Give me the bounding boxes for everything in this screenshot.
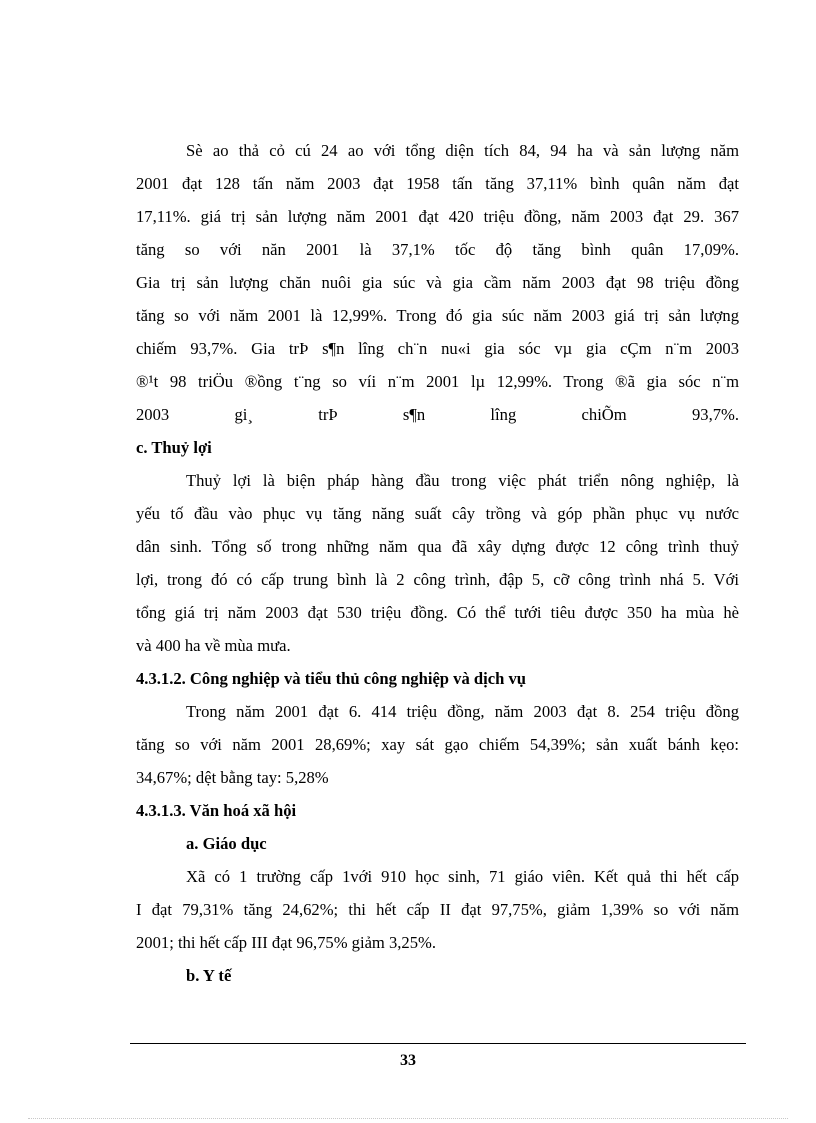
footer-rule <box>130 1043 746 1044</box>
paragraph-line: và 400 ha về mùa mưa. <box>136 636 291 655</box>
paragraph-line: yếu tố đầu vào phục vụ tăng năng suất cây trồng và góp phần phục vụ nước <box>136 504 739 523</box>
body-text <box>136 134 739 992</box>
paragraph-line: 2003 gi¸ trÞ s¶n lîng chiÕm 93,7%. <box>136 405 739 424</box>
paragraph-line: I đạt 79,31% tăng 24,62%; thi hết cấp II đạt 97,75%, giảm 1,39% so với năm <box>136 900 739 919</box>
page-number: 33 <box>400 1052 416 1069</box>
subsection-heading-giao-duc: a. Giáo dục <box>186 834 267 853</box>
paragraph-line: 17,11%. giá trị sản lượng năm 2001 đạt 420 triệu đồng, năm 2003 đạt 29. 367 <box>136 207 739 226</box>
section-heading-van-hoa-xa-hoi: 4.3.1.3. Văn hoá xã hội <box>136 801 297 820</box>
paragraph-line: 2001 đạt 128 tấn năm 2003 đạt 1958 tấn tăng 37,11% bình quân năm đạt <box>136 174 739 193</box>
paragraph-line: dân sinh. Tổng số trong những năm qua đã xây dựng được 12 công trình thuỷ <box>136 537 739 556</box>
paragraph-line: tăng so với năm 2001 là 12,99%. Trong đó gia súc năm 2003 giá trị sản lượng <box>136 306 739 325</box>
paragraph-line: Trong năm 2001 đạt 6. 414 triệu đồng, năm 2003 đạt 8. 254 triệu đồng <box>186 702 739 721</box>
paragraph-line: Thuỷ lợi là biện pháp hàng đầu trong việc phát triển nông nghiệp, là <box>186 471 739 490</box>
paragraph-line: chiếm 93,7%. Gia trÞ s¶n lîng ch¨n nu«i gia sóc vµ gia cÇm n¨m 2003 <box>136 339 739 358</box>
paragraph-line: 2001; thi hết cấp III đạt 96,75% giảm 3,25%. <box>136 933 437 952</box>
paragraph-line: Sè ao thả cỏ cú 24 ao với tổng diện tích 84, 94 ha và sản lượng năm <box>186 141 739 160</box>
section-heading-cong-nghiep: 4.3.1.2. Công nghiệp và tiểu thủ công nghiệp và dịch vụ <box>136 669 527 688</box>
subsection-heading-y-te: b. Y tế <box>186 966 232 985</box>
paragraph-line: lợi, trong đó có cấp trung bình là 2 công trình, đập 5, cỡ công trình nhá 5. Với <box>136 570 739 589</box>
paragraph-line: Xã có 1 trường cấp 1với 910 học sinh, 71 giáo viên. Kết quả thi hết cấp <box>186 867 739 886</box>
paragraph-line: tăng so với năn 2001 là 37,1% tốc độ tăng bình quân 17,09%. <box>136 240 739 259</box>
paragraph-line: ®¹t 98 triÖu ®ồng t¨ng so víi n¨m 2001 lµ 12,99%. Trong ®ã gia sóc n¨m <box>136 372 739 391</box>
paragraph-line: tăng so với năm 2001 28,69%; xay sát gạo chiếm 54,39%; sản xuất bánh kẹo: <box>136 735 739 754</box>
paragraph-line: 34,67%; dệt bằng tay: 5,28% <box>136 768 329 787</box>
section-heading-thuy-loi: c. Thuỷ lợi <box>136 438 212 457</box>
page-bottom-border <box>28 1118 788 1119</box>
paragraph-line: tổng giá trị năm 2003 đạt 530 triệu đồng. Có thể tưới tiêu được 350 ha mùa hè <box>136 603 739 622</box>
paragraph-line: Gia trị sản lượng chăn nuôi gia súc và gia cầm năm 2003 đạt 98 triệu đồng <box>136 273 739 292</box>
